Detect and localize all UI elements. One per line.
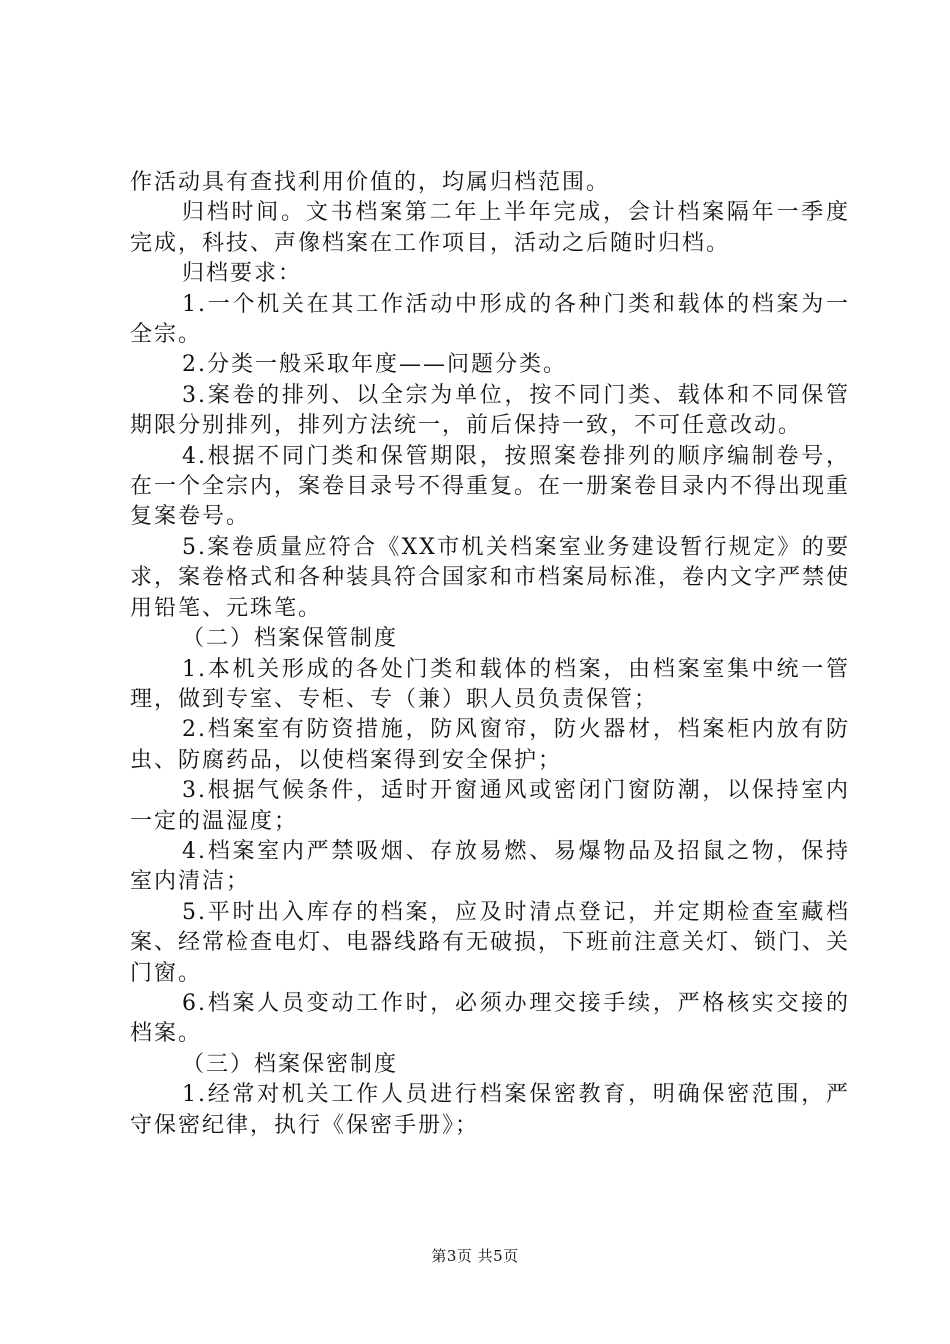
paragraph: 5.案卷质量应符合《XX市机关档案室业务建设暂行规定》的要求，案卷格式和各种装具符合国家和市档案局标准，卷内文字严禁使用铅笔、元珠笔。	[130, 534, 851, 621]
paragraph: 归档时间。文书档案第二年上半年完成，会计档案隔年一季度完成，科技、声像档案在工作项目，活动之后随时归档。	[130, 200, 850, 256]
paragraph: 作活动具有查找利用价值的，均属归档范围。	[130, 170, 611, 195]
document-body	[130, 168, 850, 1141]
paragraph: 3.根据气候条件，适时开窗通风或密闭门窗防潮，以保持室内一定的温湿度；	[130, 778, 850, 834]
page-footer	[0, 1246, 950, 1266]
paragraph: 5.平时出入库存的档案，应及时清点登记，并定期检查室藏档案、经常检查电灯、电器线路有无破损，下班前注意关灯、锁门、关门窗。	[130, 899, 851, 986]
paragraph: 4.根据不同门类和保管期限，按照案卷排列的顺序编制卷号，在一个全宗内，案卷目录号不得重复。在一册案卷目录内不得出现重复案卷号。	[130, 443, 851, 530]
section-heading: （三）档案保密制度	[182, 1051, 399, 1077]
paragraph: 4.档案室内严禁吸烟、存放易燃、易爆物品及招鼠之物，保持室内清洁；	[130, 838, 850, 895]
paragraph: 3.案卷的排列、以全宗为单位，按不同门类、载体和不同保管期限分别排列，排列方法统一，前后保持一致，不可任意改动。	[130, 382, 850, 439]
paragraph: 归档要求：	[182, 261, 303, 287]
paragraph: 6.档案人员变动工作时，必须办理交接手续，严格核实交接的档案。	[130, 990, 850, 1047]
paragraph: 1.本机关形成的各处门类和载体的档案，由档案室集中统一管理，做到专室、专柜、专（兼）职人员负责保管；	[130, 656, 850, 712]
paragraph: 1.一个机关在其工作活动中形成的各种门类和载体的档案为一全宗。	[130, 291, 850, 348]
paragraph: 2.档案室有防资措施，防风窗帘，防火器材，档案柜内放有防虫、防腐药品，以使档案得到安全保护；	[130, 717, 850, 773]
page-number-label: 第3页 共5页	[431, 1247, 519, 1265]
paragraph: 2.分类一般采取年度——问题分类。	[182, 352, 567, 378]
section-heading: （二）档案保管制度	[182, 626, 399, 652]
paragraph: 1.经常对机关工作人员进行档案保密教育，明确保密范围，严守保密纪律，执行《保密手册》；	[130, 1082, 850, 1138]
